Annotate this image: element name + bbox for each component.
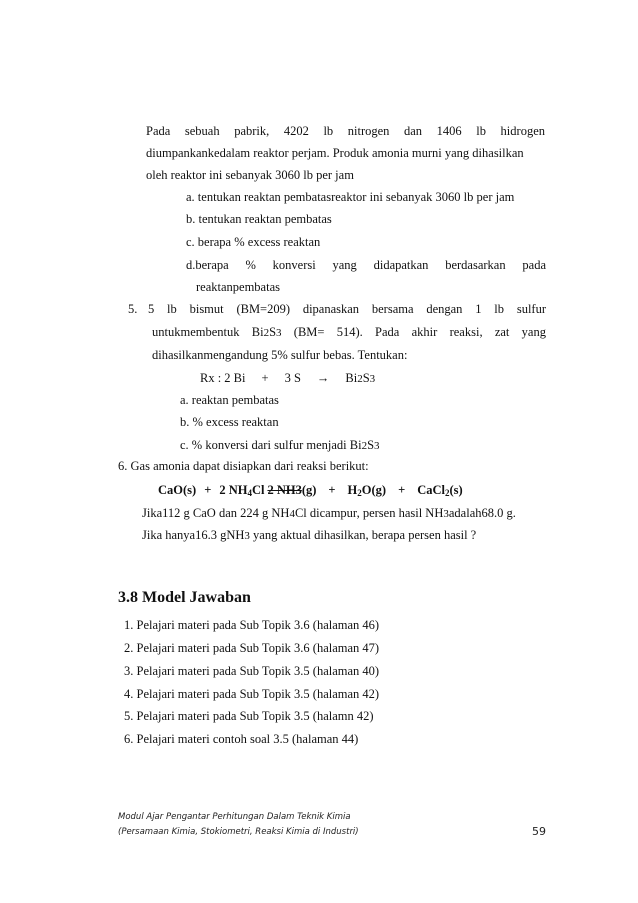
eq-nh3-overlap: 2 NH3: [267, 483, 302, 497]
problem5-item-c-pre: c. % konversi dari sulfur menjadi Bi: [180, 438, 362, 452]
problem6-line3-c: adalah68.0 g.: [448, 506, 516, 520]
problem4-item-c: c. berapa % excess reaktan: [186, 235, 321, 249]
problem4-item-a: a. tentukan reaktan pembatasreaktor ini sebanyak 3060 lb per jam: [186, 190, 515, 204]
problem5-item-c-mid: S: [367, 438, 375, 452]
eq-nh4cl-sub: 4: [247, 488, 252, 498]
eq-nh4cl-pre: 2 NH: [219, 483, 248, 497]
section-heading: 3.8 Model Jawaban: [118, 589, 251, 606]
footer-line1: Modul Ajar Pengantar Perhitungan Dalam Teknik Kimia: [118, 812, 351, 822]
problem5-item-a: a. reaktan pembatas: [180, 393, 279, 407]
rx-product: Bi: [345, 371, 358, 385]
rx-reactant-s: 3 S: [284, 371, 301, 385]
problem4-line2: diumpankankedalam reaktor perjam. Produk amonia murni yang dihasilkan: [146, 146, 524, 160]
problem4-item-d-line2: reaktanpembatas: [196, 280, 280, 294]
page-number: 59: [532, 825, 546, 838]
problem5-item-c-sub2: 3: [374, 440, 380, 452]
problem6-line1: 6. Gas amonia dapat disiapkan dari reaksi berikut:: [118, 459, 369, 473]
eq-cao: CaO(s): [158, 483, 197, 497]
answer-item: 5. Pelajari materi pada Sub Topik 3.5 (halamn 42): [124, 709, 374, 723]
rx-arrow: →: [316, 371, 330, 385]
problem6-line4-a: Jika hanya16.3 gNH: [142, 528, 245, 542]
rx-product-sub1: 2: [357, 373, 363, 385]
problem5-line2-pre: untukmembentuk Bi: [152, 325, 264, 339]
answer-item: 3. Pelajari materi pada Sub Topik 3.5 (halaman 40): [124, 664, 380, 678]
problem4-line3: oleh reaktor ini sebanyak 3060 lb per jam: [146, 168, 354, 182]
problem5-line2-sub2: 3: [276, 327, 282, 339]
problem6-line3: [142, 505, 516, 522]
eq-h2o-pre: H: [347, 483, 358, 497]
problem4-item-d-line1: d.berapa % konversi yang didapatkan berdasarkan pada: [186, 258, 546, 272]
problem6-line4: [142, 527, 476, 544]
problem5-line1: 5 lb bismut (BM=209) dipanaskan bersama dengan 1 lb sulfur: [148, 302, 546, 316]
answer-item: 6. Pelajari materi contoh soal 3.5 (halaman 44): [124, 732, 359, 746]
problem5-reaction: [200, 370, 375, 387]
footer-line2: (Persamaan Kimia, Stokiometri, Reaksi Kimia di Industri): [118, 827, 359, 837]
problem5-item-c-sub1: 2: [361, 440, 368, 452]
problem6-line3-sub1: 4: [289, 508, 295, 520]
problem6-line3-sub2: 3: [443, 508, 449, 520]
problem5-number: 5.: [128, 302, 138, 316]
problem6-equation: [158, 482, 463, 498]
problem4-item-b: b. tentukan reaktan pembatas: [186, 212, 332, 226]
eq-h2o-sub: 2: [357, 488, 362, 498]
rx-plus: +: [261, 371, 269, 385]
rx-reactant-bi: Rx : 2 Bi: [200, 371, 246, 385]
eq-h2o-post: O(g): [361, 483, 387, 497]
answer-item: 1. Pelajari materi pada Sub Topik 3.6 (halaman 46): [124, 618, 380, 632]
eq-plus-3: +: [398, 483, 406, 497]
problem5-line2-mid: S: [269, 325, 277, 339]
problem5-line2: [152, 324, 546, 341]
problem4-line1: Pada sebuah pabrik, 4202 lb nitrogen dan 1406 lb hidrogen: [146, 124, 545, 138]
problem5-item-b: b. % excess reaktan: [180, 415, 279, 429]
eq-plus-2: +: [328, 483, 336, 497]
eq-cacl2-pre: CaCl: [417, 483, 445, 497]
answer-item: 4. Pelajari materi pada Sub Topik 3.5 (halaman 42): [124, 687, 380, 701]
eq-cacl2-post: (s): [449, 483, 463, 497]
eq-nh3-g: (g): [301, 483, 317, 497]
problem5-line2-post: (BM= 514). Pada akhir reaksi, zat yang: [281, 325, 546, 339]
eq-cacl2-sub: 2: [444, 488, 450, 498]
answer-item: 2. Pelajari materi pada Sub Topik 3.6 (halaman 47): [124, 641, 380, 655]
problem6-line3-b: Cl dicampur, persen hasil NH: [294, 506, 444, 520]
problem6-line4-b: yang aktual dihasilkan, berapa persen hasil ?: [249, 528, 477, 542]
problem5-line3: dihasilkanmengandung 5% sulfur bebas. Tentukan:: [152, 348, 408, 362]
problem5-line2-sub1: 2: [263, 327, 270, 339]
problem6-line4-sub: 3: [244, 530, 250, 542]
eq-plus-1: +: [204, 483, 212, 497]
problem6-line3-a: Jika112 g CaO dan 224 g NH: [142, 506, 290, 520]
problem5-item-c: [180, 437, 380, 454]
eq-nh4cl-post: Cl: [251, 483, 265, 497]
rx-product-sub2: 3: [369, 373, 376, 385]
rx-product-mid: S: [362, 371, 370, 385]
